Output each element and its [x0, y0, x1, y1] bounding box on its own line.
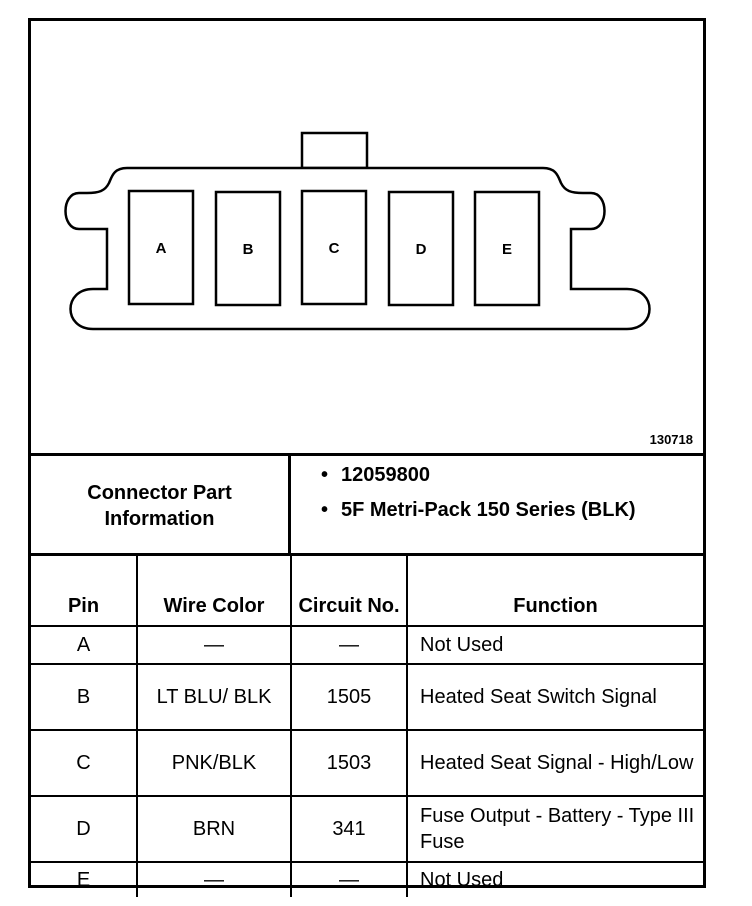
connector-info-label: Connector Part Information: [31, 456, 291, 556]
cell-wire-color: —: [137, 862, 291, 897]
cell-pin: D: [31, 796, 137, 862]
cavity-label-d: D: [415, 241, 427, 258]
connector-face-drawing: [31, 21, 703, 453]
cell-function: Not Used: [407, 626, 703, 664]
pinout-header-row: [31, 556, 703, 626]
header-function: Function: [407, 556, 703, 626]
cell-function: Fuse Output - Battery - Type III Fuse: [407, 796, 703, 862]
cavity-label-e: E: [501, 241, 513, 258]
connector-series: • 5F Metri-Pack 150 Series (BLK): [321, 497, 701, 524]
connector-diagram: [31, 21, 703, 456]
header-wire-color: Wire Color: [137, 556, 291, 626]
cell-circuit: 1505: [291, 664, 407, 730]
table-row: [31, 730, 703, 796]
table-row: [31, 862, 703, 897]
table-row: [31, 664, 703, 730]
part-number: • 12059800: [321, 462, 701, 489]
cell-pin: A: [31, 626, 137, 664]
cell-circuit: 1503: [291, 730, 407, 796]
cavity-label-b: B: [242, 241, 254, 258]
cell-wire-color: LT BLU/ BLK: [137, 664, 291, 730]
cell-circuit: —: [291, 862, 407, 897]
connector-info-list: [321, 462, 701, 532]
cavity-label-c: C: [328, 240, 340, 257]
cell-wire-color: BRN: [137, 796, 291, 862]
table-row: [31, 796, 703, 862]
cavity-label-a: A: [155, 240, 167, 257]
cell-circuit: —: [291, 626, 407, 664]
header-circuit: Circuit No.: [291, 556, 407, 626]
cell-circuit: 341: [291, 796, 407, 862]
connector-part-info: [31, 456, 703, 556]
table-row: [31, 626, 703, 664]
cell-function: Heated Seat Signal - High/Low: [407, 730, 703, 796]
cell-function: Not Used: [407, 862, 703, 897]
pinout-table: [31, 556, 703, 897]
connector-frame: [28, 18, 706, 891]
cell-function: Heated Seat Switch Signal: [407, 664, 703, 730]
cell-pin: E: [31, 862, 137, 897]
cell-wire-color: PNK/BLK: [137, 730, 291, 796]
header-pin: Pin: [31, 556, 137, 626]
cell-wire-color: —: [137, 626, 291, 664]
cell-pin: C: [31, 730, 137, 796]
drawing-number: 130718: [649, 432, 693, 447]
cell-pin: B: [31, 664, 137, 730]
locking-tab: [302, 133, 367, 168]
